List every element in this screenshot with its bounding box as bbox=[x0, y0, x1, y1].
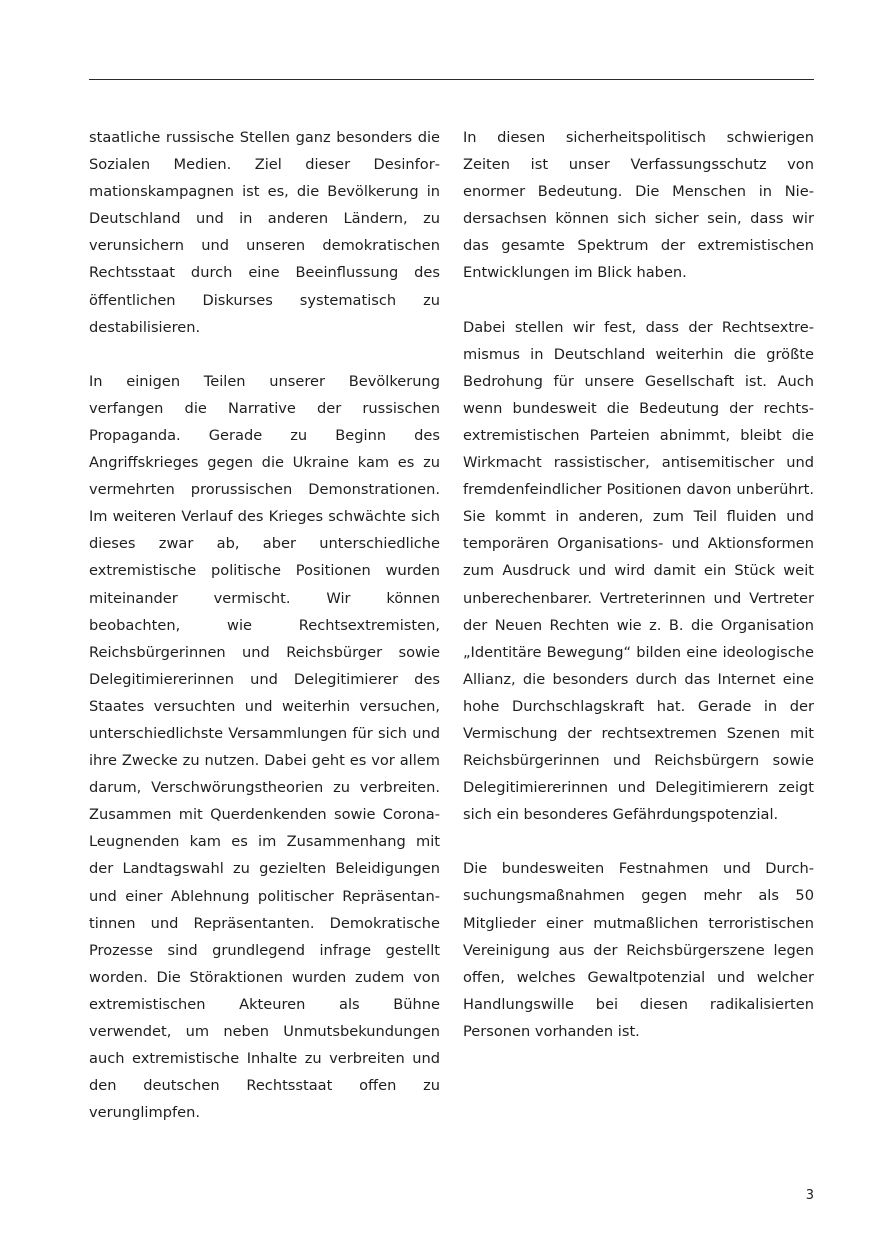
page-number: 3 bbox=[805, 1188, 814, 1203]
right-paragraph-3: Die bundesweiten Festnahmen und Durchsuchungsmaßnahmen gegen mehr als 50 Mitglieder einer mutmaßlichen terroristischen Vereinigung aus der Reichsbürgerszene legen offen, welches Gewaltpotenzial und welcher Handlungswille bei diesen radikalisierten Personen vorhanden ist. bbox=[463, 860, 814, 1040]
right-paragraph-1: In diesen sicherheitspolitisch schwierigen Zeiten ist unser Verfassungsschutz von enormer Bedeutung. Die Menschen in Niedersachsen können sich sicher sein, dass wir das gesamte Spektrum der extremistischen Entwicklungen im Blick haben. bbox=[463, 129, 814, 282]
right-column bbox=[463, 124, 814, 1072]
left-paragraph-1: staatliche russische Stellen ganz besonders die Sozialen Medien. Ziel dieser Desinformationskampagnen ist es, die Bevölkerung in Deutschland und in anderen Ländern, zu verunsichern und unseren demokratischen Rechtsstaat durch eine Beeinflussung des öffentlichen Diskurses systematisch zu destabilisieren. bbox=[89, 129, 440, 336]
left-column bbox=[89, 124, 440, 1153]
left-paragraph-2: In einigen Teilen unserer Bevölkerung verfangen die Narrative der russischen Propaganda. Gerade zu Beginn des Angriffskrieges gegen die Ukraine kam es zu vermehrten prorussischen Demonstrationen. Im weiteren Verlauf des Krieges schwächte sich dieses zwar ab, aber unterschiedliche extremistische politische Positionen wurden miteinander vermischt. Wir können beobachten, wie Rechtsextremisten, Reichsbürgerinnen und Reichsbürger sowie Delegitimiererinnen und Delegitimierer des Staates versuchten und weiterhin versuchen, unterschiedlichste Versammlungen für sich und ihre Zwecke zu nutzen. Dabei geht es vor allem darum, Verschwörungstheorien zu verbreiten. Zusammen mit Querdenkenden sowie Corona-Leugnenden kam es im Zusammenhang mit der Landtagswahl zu gezielten Beleidigungen und einer Ablehnung politischer Repräsentantinnen und Repräsentanten. Demokratische Prozesse sind grundlegend infrage gestellt worden. Die Störaktionen wurden zudem von extremistischen Akteuren als Bühne verwendet, um neben Unmutsbekundungen auch extremistische Inhalte zu verbreiten und den deutschen Rechtsstaat offen zu verunglimpfen. bbox=[89, 372, 440, 1122]
right-paragraph-2: Dabei stellen wir fest, dass der Rechtsextremismus in Deutschland weiterhin die größte Bedrohung für unsere Gesellschaft ist. Auch wenn bundesweit die Bedeutung der rechtsextremistischen Parteien abnimmt, bleibt die Wirkmacht rassistischer, antisemitischer und fremdenfeindlicher Positionen davon unberührt. Sie kommt in anderen, zum Teil fluiden und temporären Organisations- und Aktionsformen zum Ausdruck und wird damit ein Stück weit unberechenbarer. Vertreterinnen und Vertreter der Neuen Rechten wie z. B. die Organisation „Identitäre Bewegung“ bilden eine ideologische Allianz, die besonders durch das Internet eine hohe Durchschlagskraft hat. Gerade in der Vermischung der rechtsextremen Szenen mit Reichsbürgerinnen und Reichsbürgern sowie Delegitimiererinnen und Delegitimierern zeigt sich ein besonderes Gefährdungspotenzial. bbox=[463, 318, 814, 824]
header-rule bbox=[89, 79, 814, 80]
